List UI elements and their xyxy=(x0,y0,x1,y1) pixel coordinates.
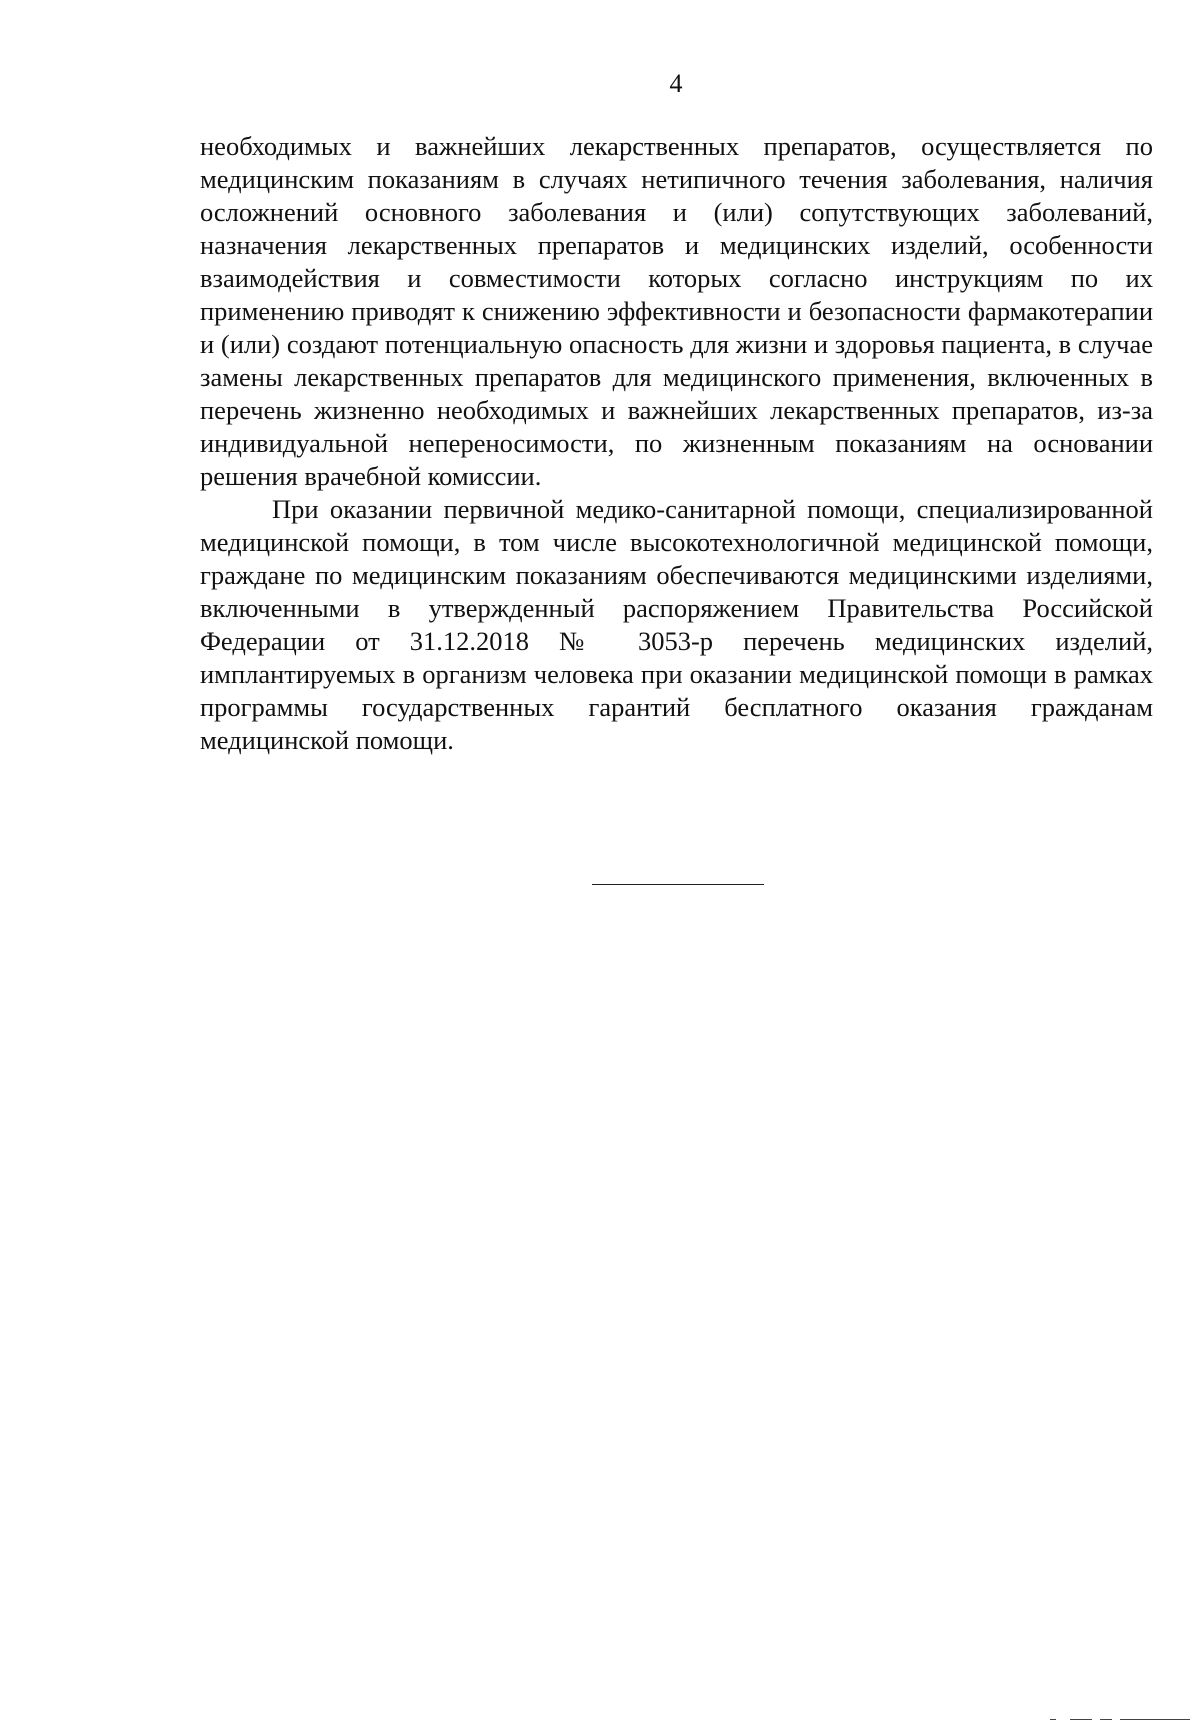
page-number: 4 xyxy=(669,69,683,98)
document-body xyxy=(200,130,1153,757)
paragraph-continuation: необходимых и важнейших лекарственных препаратов, осуществляется по медицинским показаниям в случаях нетипичного течения заболевания, наличия осложнений основного заболевания и (или) сопутствующих заболеваний, назначения лекарственных препаратов и медицинских изделий, особенности взаимодействия и совместимости которых согласно инструкциям по их применению приводят к снижению эффективности и безопасности фармакотерапии и (или) создают потенциальную опасность для жизни и здоровья пациента, в случае замены лекарственных препаратов для медицинского применения, включенных в перечень жизненно необходимых и важнейших лекарственных препаратов, из-за индивидуальной непереносимости, по жизненным показаниям на основании решения врачебной комиссии. xyxy=(200,131,1153,491)
end-of-text-divider xyxy=(592,884,764,885)
scan-artifact-marks xyxy=(1040,1706,1200,1720)
paragraph-medical-devices: При оказании первичной медико-санитарной помощи, специализированной медицинской помощи, в том числе высокотехнологичной медицинской помощи, граждане по медицинским показаниям обеспечиваются медицинскими изделиями, включенными в утвержденный распоряжением Правительства Российской Федерации от 31.12.2018 № 3053-р перечень медицинских изделий, имплантируемых в организм человека при оказании медицинской помощи в рамках программы государственных гарантий бесплатного оказания гражданам медицинской помощи. xyxy=(200,494,1153,755)
